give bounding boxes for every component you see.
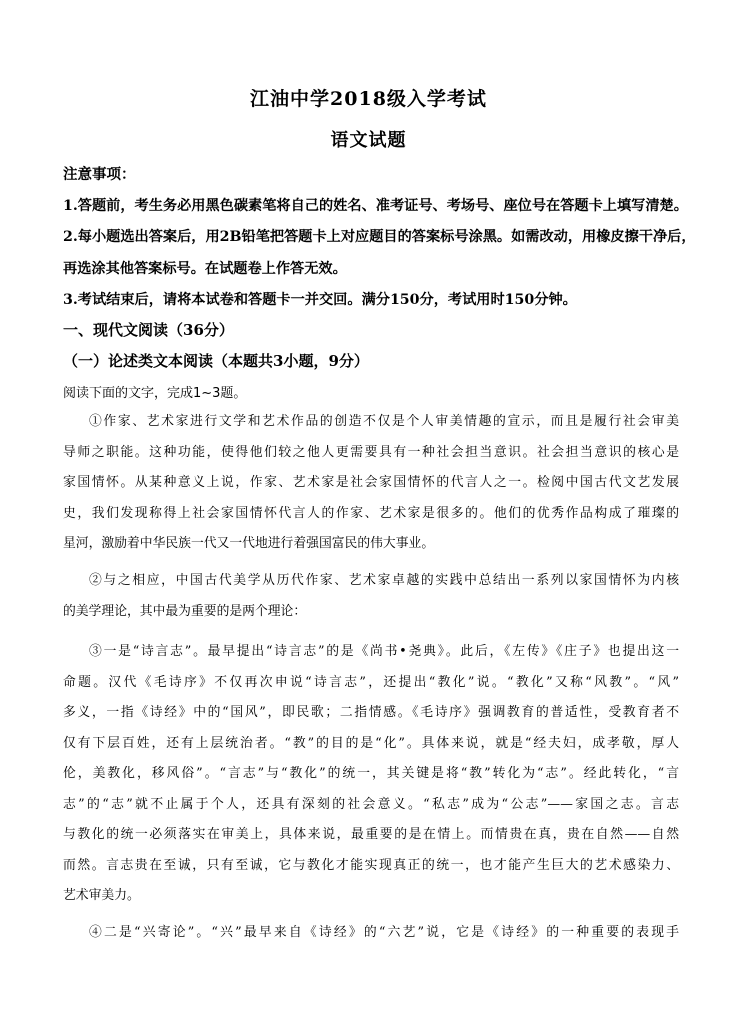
paragraph-line: 而然。言志贵在至诚，只有至诚，它与教化才能实现真正的统一，也才能产生巨大的艺术感染力、: [63, 857, 679, 873]
notice-heading: 注意事项：: [63, 166, 136, 183]
exam-title: 江油中学2018级入学考试: [250, 88, 487, 110]
exam-subtitle: 语文试题: [330, 130, 407, 151]
paragraph-2: [63, 566, 679, 627]
notice-item-1: 1.答题前，考生务必用黑色碳素笔将自己的姓名、准考证号、考场号、座位号在答题卡上填写清楚。: [63, 198, 688, 214]
reading-instruction: 阅读下面的文字，完成1~3题。: [63, 386, 247, 401]
paragraph-line: 与教化的统一必须落实在审美上，具体来说，最重要的是在情上。而情贵在真，贵在自然——自然: [63, 827, 679, 842]
paragraph-line: 史，我们发现称得上社会家国情怀代言人的作家、艺术家是很多的。他们的优秀作品构成了璀璨的: [63, 505, 679, 521]
paragraph-line: 艺术审美力。: [63, 888, 140, 903]
paragraph-line: ④二是“兴寄论”。“兴”最早来自《诗经》的“六艺”说，它是《诗经》的一种重要的表现手: [89, 925, 679, 940]
paragraph-1: [63, 407, 679, 560]
notice-item-2: 2.每小题选出答案后，用2B铅笔把答题卡上对应题目的答案标号涂黑。如需改动，用橡皮擦干净后，: [63, 229, 696, 245]
paragraph-line: 命题。汉代《毛诗序》不仅再次申说“诗言志”，还提出“教化”说。“教化”又称“风教”。“风”: [63, 674, 679, 690]
notice-item-2-cont: 再选涂其他答案标号。在试题卷上作答无效。: [63, 261, 347, 277]
paragraph-line: 的美学理论，其中最为重要的是两个理论：: [63, 603, 307, 619]
paragraph-line: ②与之相应，中国古代美学从历代作家、艺术家卓越的实践中总结出一系列以家国情怀为内核: [89, 573, 679, 588]
paragraph-4: [63, 918, 679, 949]
notice-item-3: 3.考试结束后，请将本试卷和答题卡一并交回。满分150分，考试用时150分钟。: [63, 292, 577, 308]
paragraph-line: 导师之职能。这种功能，使得他们较之他人更需要具有一种社会担当意识。社会担当意识的核心是: [63, 444, 679, 460]
paragraph-line: ①作家、艺术家进行文学和艺术作品的创造不仅是个人审美情趣的宣示，而且是履行社会审美: [89, 414, 679, 429]
paragraph-line: 家国情怀。从某种意义上说，作家、艺术家是社会家国情怀的代言人之一。检阅中国古代文艺发展: [63, 475, 679, 490]
paragraph-3: [63, 637, 679, 912]
paragraph-line: 志”的“志”就不止属于个人，还具有深刻的社会意义。“私志”成为“公志”——家国之志。言志: [63, 796, 679, 812]
paragraph-line: ③一是“诗言志”。最早提出“诗言志”的是《尚书•尧典》。此后，《左传》《庄子》也提出这一: [89, 644, 679, 659]
section-subheading: （一）论述类文本阅读（本题共3小题，9分）: [63, 352, 369, 370]
paragraph-line: 多义，一指《诗经》中的“国风”，即民歌；二指情感。《毛诗序》强调教育的普适性，受教育者不: [63, 705, 679, 720]
paragraph-line: 星河，激励着中华民族一代又一代地进行着强国富民的伟大事业。: [63, 536, 435, 551]
paragraph-line: 伦，美教化，移风俗”。“言志”与“教化”的统一，其关键是将“教”转化为“志”。经此转化，“言: [63, 766, 679, 781]
section-heading: 一、现代文阅读（36分）: [63, 321, 234, 339]
paragraph-line: 仅有下层百姓，还有上层统治者。“教”的目的是“化”。具体来说，就是“经夫妇，成孝敬，厚人: [63, 735, 679, 751]
